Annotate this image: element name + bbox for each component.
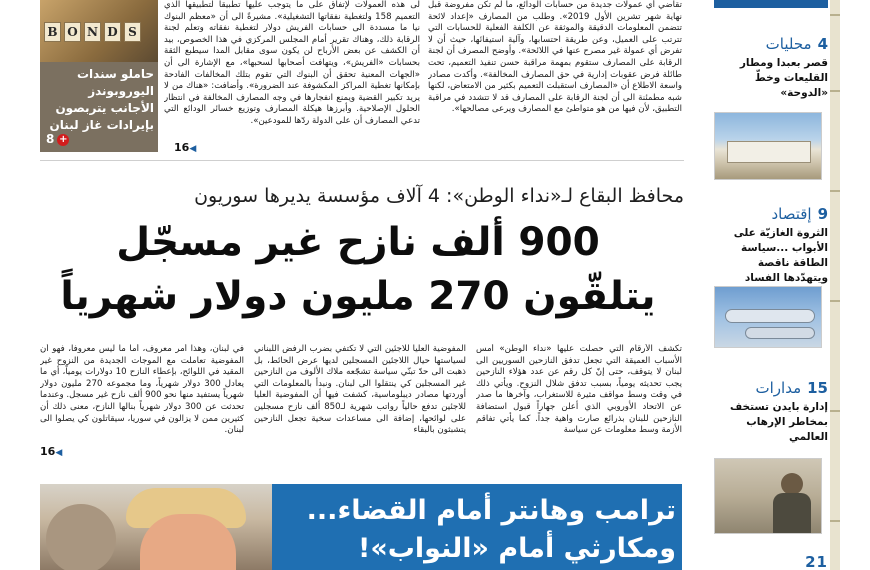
banner-headline xyxy=(280,492,676,568)
section-name: محليات xyxy=(765,35,812,53)
section-page-number: 4 xyxy=(817,35,828,53)
promo-page-ref xyxy=(46,132,69,146)
section-name: مدارات xyxy=(755,379,802,397)
section-heading xyxy=(714,34,828,54)
sidebar-top-bar xyxy=(714,0,828,8)
strip-mark xyxy=(830,300,840,302)
main-kicker: محافظ البقاع لـ«نداء الوطن»: 4 آلاف مؤسسة يديرها سوريون xyxy=(194,185,684,207)
section-teaser: قصر بعبدا ومطار القليعات وخطّ «الدوحة» xyxy=(739,57,828,99)
arrow-left-icon: ◀ xyxy=(189,144,197,154)
main-headline-line-1: 900 ألف نازح غير مسجّل xyxy=(116,220,600,265)
body-shape xyxy=(773,493,811,534)
sidebar-item-economy[interactable] xyxy=(714,204,828,286)
bond-letter-tile: O xyxy=(64,22,81,42)
background-figure xyxy=(46,504,116,570)
sidebar-item-orbits[interactable] xyxy=(714,378,828,445)
strip-mark xyxy=(830,520,840,522)
strip-mark xyxy=(830,90,840,92)
bonds-photo xyxy=(40,0,158,62)
section-photo-soldiers xyxy=(714,458,822,534)
divider xyxy=(40,160,684,161)
bond-letter-tile: B xyxy=(44,22,61,42)
promo-page-number: 8 xyxy=(46,132,55,146)
section-photo-pipeline xyxy=(714,286,822,348)
top-article-page-number: 16 xyxy=(174,141,190,154)
main-article-column-middle: المفوضية العليا للاجئين التي لا تكتفي بضرب الرفض اللبناني لسياستها حيال اللاجئين المسجلين لديها عرض الحائط، بل ذهبت الى حدّ تبنّي سياسة تشجّعه ملاك الألوف من النازحين غير المسجلين كي ينتقلوا الى لبنان. ونبدأ بالمعلومات التي أوردتها مصادر ديبلوماسية، كشفت فيها أن المفوضية العليا للاجئين تدفع حالياً رواتب شهرية لـ850 ألف نازح مسجلين على لوائحها، إضافة الى مساعدات سخية تجعل النازحين يتشبثون بالبقاء xyxy=(254,344,466,436)
top-article-page-ref xyxy=(174,141,196,154)
main-headline-line-2: يتلقّون 270 مليون دولار شهرياً xyxy=(60,274,656,319)
strip-mark xyxy=(830,410,840,412)
pipe-shape xyxy=(745,327,815,339)
trump-photo xyxy=(40,484,272,570)
promo-headline: حاملو سندات اليوروبوندز الأجانب يتربصون بإيرادات غاز لبنان xyxy=(49,67,154,132)
top-article-column-right: تقاضي أي عمولات جديدة من حسابات الودائع، ما لم تكن مفروضة قبل نهاية شهر تشرين الأول 2019». وطلب من المصارف «إعداد لائحة تتضمن المعلومات الدقيقة والموثقة عن الكلفة الفعلية للحسابات التي تترتب على العميل، وعن طريقة احتسابها، وآلية استيفائها، حيث أن لا تفرض أي عمولة غير مصرح عنها في اللائحة». وأوضح المصرف أن لجنة الرقابة على المصارف ستقوم بمهمة مراقبة حسن تنفيذ التعميم، تحت طائلة فرض عقوبات إدارية في حق المصارف المخالفة». وأكدت مصادر واسعة الاطلاع أن «المصارف استقبلت التعميم بكثير من الامتعاض، لكنها شبه مطمئنة الى أن لجنة الرقابة على المصارف قد لا تتشدد في مراقبة التطبيق، لأن فيها من هو متواطئ مع المصارف ويرعى مصالحها». xyxy=(428,0,682,115)
section-teaser: إدارة بايدن تستخف بمخاطر الإرهاب العالمي xyxy=(730,401,828,443)
pipe-shape xyxy=(725,309,815,323)
sidebar-item-next[interactable] xyxy=(714,552,828,570)
section-name: إقتصاد xyxy=(771,205,812,223)
strip-mark xyxy=(830,190,840,192)
top-article-column-left: لى هذه العمولات لإتفاق على ما يتوجب عليها تطبيقاً لتطبيقها الذي التعميم 158 ولتغطية نفقاتها التشغيلية». مشيرةً الى أن «معظم البنوك نيا ما مسددة الى حسابات الفريش دولار لتغطية نفقاته وتعلم لجنة الرقابة ذلك، وهناك تقرير أمام المجلس المركزي في هذا الخصوص، بيد أن الكشف عن بعض الأرباح لن يكون سوى مقابل المدا سيطبع الثقة بحسابات «الفريش»، ويتهافت أصحابها لسحبها»، مع الإشارة الى أن «الجهات المعنية تحقق أن البنوك التي تقوم بتلك المخالفات الفادحة بإمكانها تغطية المراكز المكشوفة عند الضرورة». وأضافت: «هناك من لا يريد تكبير القضية ويمنع انفجارها في وجه المصارف المخالفة في انتظار الحلول الإصلاحية. وأبرزها هيكلة المصارف وتوزيع خسائر الودائع التي تدعي المصارف أن على الدولة ردّها للمودعين». xyxy=(164,0,420,126)
face-shape xyxy=(140,514,236,570)
sidebar-item-local[interactable] xyxy=(714,34,828,101)
bond-letter-tile: N xyxy=(84,22,101,42)
arrow-left-icon: ◀ xyxy=(55,448,63,458)
strip-mark xyxy=(830,14,840,16)
section-page-number: 9 xyxy=(817,205,828,223)
section-heading xyxy=(714,552,828,570)
section-heading xyxy=(714,204,828,224)
main-article-page-number: 16 xyxy=(40,445,56,458)
main-article-column-left: في لبنان، وهذا أمر معروف، أما ما ليس معروفاً، فهو أن المفوضية تعاملت مع الموجات الجديدة من النزوح غير المقيد في اللوائح، بإعطاء النازح 10 دولارات يومياً، أي ما يعادل 300 دولار شهرياً، وما مجموعه 270 مليون دولار شهرياً يستفيد منها نحو 900 ألف نازح غير مسجل. وعندما تحدثت عن 300 دولار شهرياً بنالها النازح، معنى ذلك أن كثيرين ممن لا يزالون في سوريا، سيقاتلون كي يصلوا الى لبنان. xyxy=(40,344,244,436)
section-heading xyxy=(714,378,828,398)
banner-headline-line-1: ترامب وهانتر أمام القضاء... xyxy=(306,495,676,526)
building-shape xyxy=(727,141,811,163)
plus-icon: + xyxy=(59,133,68,145)
bond-letter-tile: D xyxy=(104,22,121,42)
bottom-banner-story[interactable] xyxy=(40,484,682,570)
section-page-number: 21 xyxy=(805,553,828,570)
main-article-page-ref xyxy=(40,445,62,458)
section-page-number: 15 xyxy=(807,379,828,397)
sidebar-index xyxy=(714,0,870,570)
sidebar-edge-strip xyxy=(830,0,840,570)
banner-headline-line-2: ومكارثي أمام «النواب»! xyxy=(358,533,676,564)
section-teaser: الثروة الغازيّة على الأبواب ...سياسة الطاقة ناقصة ويتهدّدها الفساد xyxy=(733,227,828,284)
main-article-column-right: تكشف الأرقام التي حصلت عليها «نداء الوطن» أمس الأسباب العميقة التي تجعل تدفق النازحين السوريين الى لبنان لا يتوقف، حتى إنّ كل رقم عن عدد هؤلاء النازحين يجب تحديثه يومياً، بسبب تدفق شلال النزوح. ويأتي ذلك في وقت وسط مواقف مثيرة للاستغراب، وآخرها ما صدر عن الاتحاد الأوروبي الذي أعلن جهاراً قبول استضافة النازحين للبنان بذرائع صارت واهية جداً. كما يأتي تفاقم الأزمة وسط معلومات عن سياسة xyxy=(476,344,682,436)
head-shape xyxy=(781,473,803,495)
promo-box-eurobonds[interactable] xyxy=(40,0,158,152)
section-photo-airport xyxy=(714,112,822,180)
bond-letter-tile: S xyxy=(124,22,141,42)
